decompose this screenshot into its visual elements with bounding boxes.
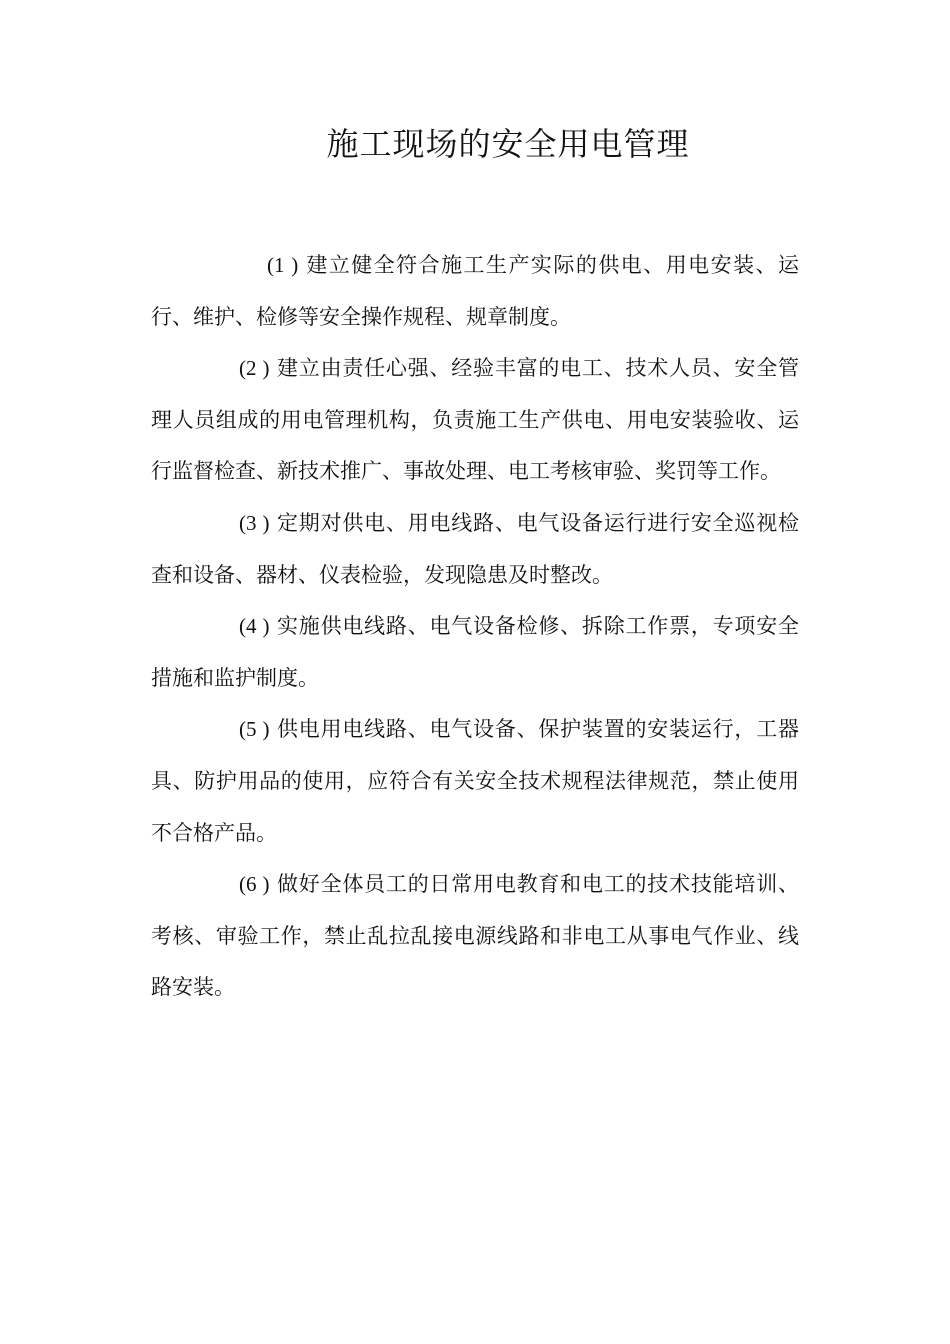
paragraph-text: 建立由责任心强、经验丰富的电工、技术人员、安全管理人员组成的用电管理机构，负责施工生产供电、用电安装验收、运行监督检查、新技术推广、事故处理、电工考核审验、奖罚等工作。: [151, 356, 799, 484]
paragraph-number: (3 ): [239, 510, 270, 535]
paragraph-text: 定期对供电、用电线路、电气设备运行进行安全巡视检查和设备、器材、仪表检验，发现隐患及时整改。: [151, 510, 799, 587]
paragraph-2: [151, 343, 799, 498]
paragraph-text: 实施供电线路、电气设备检修、拆除工作票，专项安全措施和监护制度。: [151, 614, 799, 690]
paragraph-number: (5 ): [239, 717, 270, 742]
paragraph-5: [151, 704, 799, 859]
paragraph-3: [151, 498, 799, 601]
paragraph-text: 供电用电线路、电气设备、保护装置的安装运行，工器具、防护用品的使用，应符合有关安全技术规程法律规范，禁止使用不合格产品。: [151, 717, 799, 845]
document-title: 施工现场的安全用电管理: [326, 125, 690, 163]
paragraph-text: 做好全体员工的日常用电教育和电工的技术技能培训、考核、审验工作，禁止乱拉乱接电源线路和非电工从事电气作业、线路安装。: [151, 872, 799, 1000]
document-body: [151, 240, 799, 1014]
paragraph-number: (1 ): [267, 253, 299, 277]
paragraph-6: [151, 859, 799, 1014]
paragraph-number: (4 ): [239, 614, 270, 639]
paragraph-1: [151, 240, 799, 343]
paragraph-number: (2 ): [239, 356, 270, 381]
paragraph-text: 建立健全符合施工生产实际的供电、用电安装、运行、维护、检修等安全操作规程、规章制度。: [151, 253, 799, 329]
paragraph-4: [151, 601, 799, 704]
paragraph-number: (6 ): [239, 872, 270, 897]
